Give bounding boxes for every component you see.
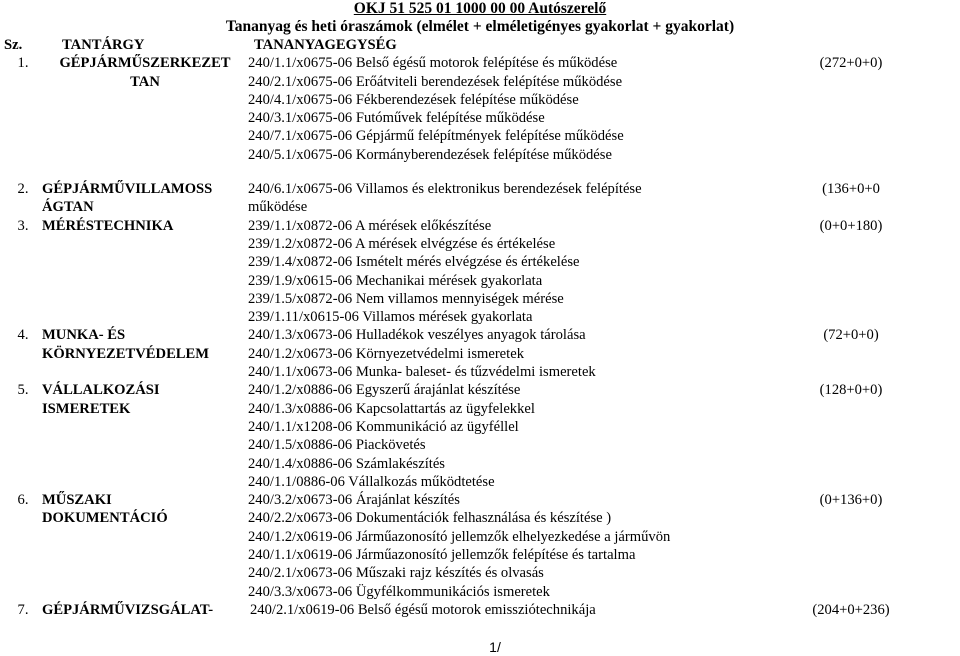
subject-name xyxy=(42,326,248,381)
row-number: 2. xyxy=(17,181,29,198)
unit-item: 240/4.1/x0675-06 Fékberendezések felépítése működése xyxy=(248,91,579,108)
unit-item: 240/7.1/x0675-06 Gépjármű felépítmények felépítése működése xyxy=(248,128,624,145)
subject-name xyxy=(42,491,248,601)
unit-item: 240/1.2/x0619-06 Járműazonosító jellemzők elhelyezkedése a járművön xyxy=(248,528,671,545)
table-row xyxy=(4,601,954,619)
unit-item: 240/1.1/x0675-06 Belső égésű motorok felépítése és működése xyxy=(248,55,618,72)
table-row xyxy=(4,54,954,164)
table-header-row xyxy=(4,36,954,54)
column-header-subject: TANTÁRGY xyxy=(62,37,145,53)
table-row xyxy=(4,326,954,381)
unit-list xyxy=(248,180,748,217)
unit-item: 240/2.1/x0673-06 Műszaki rajz készítés és olvasás xyxy=(248,565,544,582)
subject-name xyxy=(42,601,248,619)
row-number: 6. xyxy=(17,492,29,509)
subject-line: MUNKA- ÉS xyxy=(42,327,126,344)
unit-item: 239/1.5/x0872-06 Nem villamos mennyiségek mérése xyxy=(248,290,564,307)
unit-item: 239/1.9/x0615-06 Mechanikai mérések gyakorlata xyxy=(248,272,543,289)
subject-name xyxy=(42,54,248,164)
unit-item: 240/1.1/x1208-06 Kommunikáció az ügyféllel xyxy=(248,418,519,435)
subject-name xyxy=(42,180,248,217)
row-number: 7. xyxy=(17,601,29,618)
subject-line: KÖRNYEZETVÉDELEM xyxy=(42,345,210,362)
table-row xyxy=(4,381,954,491)
hours-value: (204+0+236) xyxy=(812,601,890,618)
unit-item: 240/1.3/x0886-06 Kapcsolattartás az ügyfelekkel xyxy=(248,400,535,417)
unit-item: 239/1.2/x0872-06 A mérések elvégzése és értékelése xyxy=(248,235,556,252)
row-number: 4. xyxy=(17,327,29,344)
subject-line: GÉPJÁRMŰSZERKEZET xyxy=(59,55,231,72)
hours-value: (128+0+0) xyxy=(819,382,883,399)
column-header-unit: TANANYAGEGYSÉG xyxy=(254,37,397,53)
table-row xyxy=(4,180,954,217)
subject-name xyxy=(42,381,248,491)
subject-line: GÉPJÁRMŰVIZSGÁLAT- xyxy=(42,601,214,618)
unit-item: 240/5.1/x0675-06 Kormányberendezések felépítése működése xyxy=(248,146,612,163)
unit-item: 239/1.1/x0872-06 A mérések előkészítése xyxy=(248,217,492,234)
unit-list xyxy=(248,54,748,164)
hours-value: (0+0+180) xyxy=(819,217,883,234)
column-header-num: Sz. xyxy=(4,37,23,53)
unit-list xyxy=(248,326,748,381)
subject-line: TAN xyxy=(130,73,160,90)
unit-item: 240/1.5/x0886-06 Piackövetés xyxy=(248,437,426,454)
table-row xyxy=(4,217,954,327)
unit-list xyxy=(248,381,748,491)
hours-value: (0+136+0) xyxy=(819,492,883,509)
document-title: OKJ 51 525 01 1000 00 00 Autószerelő xyxy=(353,0,607,17)
unit-item: 239/1.4/x0872-06 Ismételt mérés elvégzése és értékelése xyxy=(248,254,580,271)
unit-list xyxy=(248,217,748,327)
unit-item: 240/1.3/x0673-06 Hulladékok veszélyes anyagok tárolása xyxy=(248,327,586,344)
subject-line: MŰSZAKI xyxy=(42,492,112,509)
table-row xyxy=(4,491,954,601)
subject-line: GÉPJÁRMŰVILLAMOSS xyxy=(42,181,213,198)
row-number: 1. xyxy=(17,55,29,72)
subject-line: ISMERETEK xyxy=(42,400,131,417)
unit-item: 240/1.1/x0619-06 Járműazonosító jellemzők felépítése és tartalma xyxy=(248,547,636,564)
unit-item: 240/3.2/x0673-06 Árajánlat készítés xyxy=(248,492,460,509)
document-subtitle: Tananyag és heti óraszámok (elmélet + elméletigényes gyakorlat + gyakorlat) xyxy=(225,18,735,35)
unit-item: 240/1.1/x0673-06 Munka- baleset- és tűzvédelmi ismeretek xyxy=(248,364,596,381)
unit-item: 240/2.1/x0619-06 Belső égésű motorok emissziótechnikája xyxy=(250,601,596,618)
row-number: 5. xyxy=(17,382,29,399)
hours-value: (136+0+0 xyxy=(822,181,880,198)
unit-item: 240/2.2/x0673-06 Dokumentációk felhasználása és készítése ) xyxy=(248,510,612,527)
subject-line: ÁGTAN xyxy=(42,199,94,216)
page-number: 1/ xyxy=(489,639,501,655)
unit-list xyxy=(248,491,748,601)
subject-name xyxy=(42,217,248,327)
unit-item: 240/1.2/x0673-06 Környezetvédelmi ismeretek xyxy=(248,345,524,362)
unit-item: 240/2.1/x0675-06 Erőátviteli berendezések felépítése működése xyxy=(248,73,623,90)
unit-item: 240/6.1/x0675-06 Villamos és elektronikus berendezések felépítése xyxy=(248,181,642,198)
row-number: 3. xyxy=(17,217,29,234)
subject-line: MÉRÉSTECHNIKA xyxy=(42,217,174,234)
subject-line: VÁLLALKOZÁSI xyxy=(42,382,160,399)
unit-item: 240/1.1/0886-06 Vállalkozás működtetése xyxy=(248,473,495,490)
unit-item: 240/1.2/x0886-06 Egyszerű árajánlat készítése xyxy=(248,382,521,399)
unit-item: 240/3.1/x0675-06 Futóművek felépítése működése xyxy=(248,110,545,127)
unit-item: működése xyxy=(248,199,308,216)
hours-value: (72+0+0) xyxy=(823,327,879,344)
unit-item: 240/1.4/x0886-06 Számlakészítés xyxy=(248,455,445,472)
unit-item: 239/1.11/x0615-06 Villamos mérések gyakorlata xyxy=(248,309,533,326)
curriculum-table xyxy=(4,36,954,619)
unit-item: 240/3.3/x0673-06 Ügyfélkommunikációs ismeretek xyxy=(248,583,550,600)
subject-line: DOKUMENTÁCIÓ xyxy=(42,510,168,527)
unit-list xyxy=(248,601,748,619)
hours-value: (272+0+0) xyxy=(819,55,883,72)
